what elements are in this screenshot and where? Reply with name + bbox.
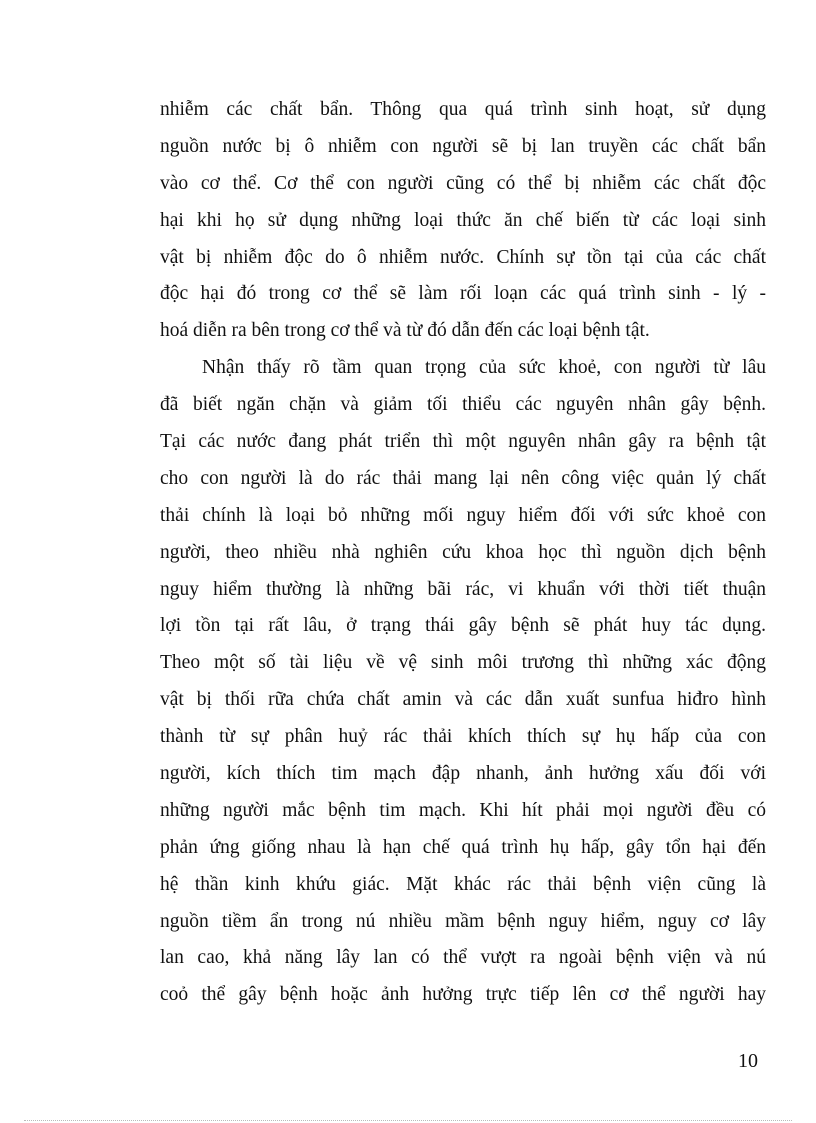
text-line: Theo một số tài liệu về vệ sinh môi trương thì những xác động	[160, 652, 766, 674]
text-line: đã biết ngăn chặn và giảm tối thiểu các nguyên nhân gây bệnh.	[160, 394, 766, 416]
text-line: lan cao, khả năng lây lan có thể vượt ra ngoài bệnh viện và nú	[160, 947, 766, 969]
text-line: những người mắc bệnh tim mạch. Khi hít phải mọi người đều có	[160, 799, 766, 821]
text-line: nguy hiểm thường là những bãi rác, vi khuẩn với thời tiết thuận	[160, 578, 766, 600]
text-line: thải chính là loại bỏ những mối nguy hiểm đối với sức khoẻ con	[160, 504, 766, 526]
text-line: người, theo nhiều nhà nghiên cứu khoa học thì nguồn dịch bệnh	[160, 541, 766, 563]
text-line: phản ứng giống nhau là hạn chế quá trình hụ hấp, gây tổn hại đến	[160, 836, 766, 858]
text-line: người, kích thích tim mạch đập nhanh, ảnh hưởng xấu đối với	[160, 763, 766, 785]
text-line: nhiễm các chất bẩn. Thông qua quá trình sinh hoạt, sử dụng	[160, 99, 766, 120]
text-line: thành từ sự phân huỷ rác thải khích thích sự hụ hấp của con	[160, 726, 766, 748]
text-line: coỏ thể gây bệnh hoặc ảnh hưởng trực tiếp lên cơ thể người hay	[160, 984, 766, 1006]
text-line: lợi tồn tại rất lâu, ở trạng thái gây bệnh sẽ phát huy tác dụng.	[160, 615, 766, 637]
text-line: Nhận thấy rõ tầm quan trọng của sức khoẻ, con người từ lâu	[202, 357, 766, 379]
text-line: độc hại đó trong cơ thể sẽ làm rối loạn các quá trình sinh - lý -	[160, 283, 766, 305]
text-line: vào cơ thể. Cơ thể con người cũng có thể bị nhiễm các chất độc	[160, 172, 766, 194]
footer-divider	[24, 1120, 792, 1121]
paragraph	[160, 92, 766, 350]
text-line: hoá diễn ra bên trong cơ thể và từ đó dẫn đến các loại bệnh tật.	[160, 320, 650, 342]
text-line: nguồn tiềm ẩn trong nú nhiều mầm bệnh nguy hiểm, nguy cơ lây	[160, 910, 766, 932]
paragraph	[160, 350, 766, 1014]
body-text	[160, 92, 766, 1014]
text-line: hệ thần kinh khứu giác. Mặt khác rác thải bệnh viện cũng là	[160, 873, 766, 895]
text-line: nguồn nước bị ô nhiễm con người sẽ bị lan truyền các chất bẩn	[160, 135, 766, 157]
text-line: Tại các nước đang phát triển thì một nguyên nhân gây ra bệnh tật	[160, 431, 766, 453]
text-line: cho con người là do rác thải mang lại nên công việc quản lý chất	[160, 467, 766, 489]
text-line: vật bị thối rữa chứa chất amin và các dẫn xuất sunfua hiđro hình	[160, 689, 766, 711]
page-number: 10	[738, 1050, 758, 1072]
text-line: vật bị nhiễm độc do ô nhiễm nước. Chính sự tồn tại của các chất	[160, 246, 766, 268]
text-line: hại khi họ sử dụng những loại thức ăn chế biến từ các loại sinh	[160, 209, 766, 231]
